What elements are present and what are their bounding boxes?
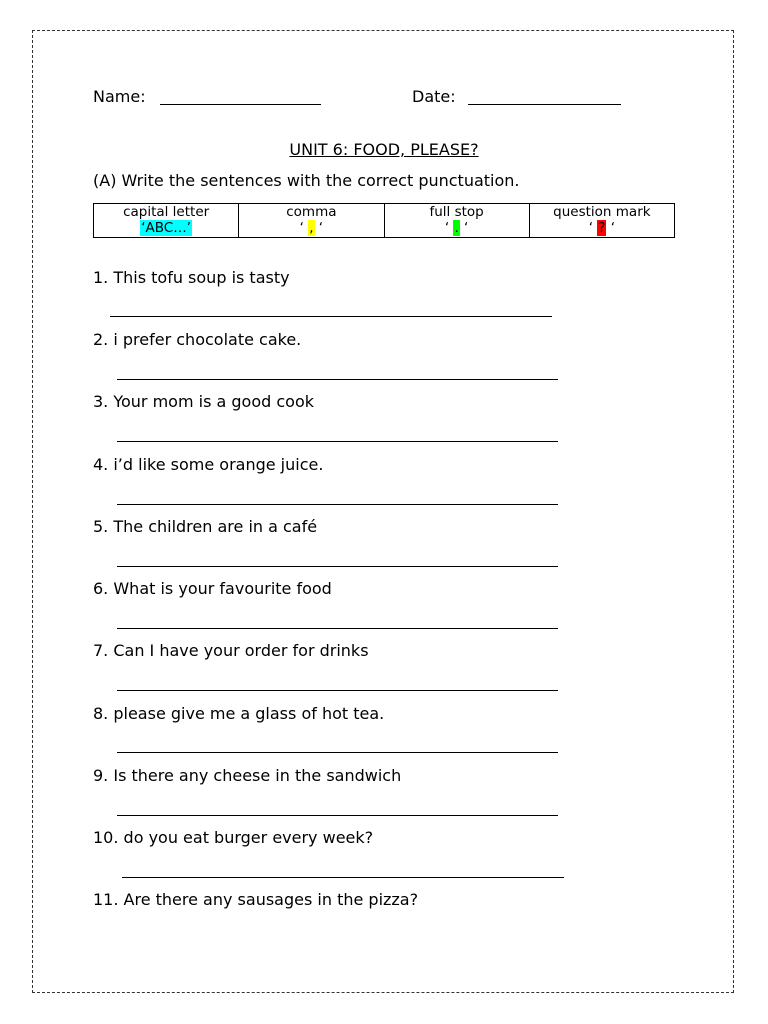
question-8: 8. please give me a glass of hot tea. xyxy=(93,704,385,723)
comma-label: comma xyxy=(286,204,337,220)
answer-line-4[interactable] xyxy=(117,504,558,505)
table-cell-comma xyxy=(239,204,384,238)
answer-line-10[interactable] xyxy=(122,877,564,878)
answer-line-3[interactable] xyxy=(117,441,558,442)
question-6: 6. What is your favourite food xyxy=(93,579,332,598)
full-stop-sample-right: ‘ xyxy=(459,220,469,236)
full-stop-sample-left: ‘ xyxy=(444,220,454,236)
comma-sample-right: ‘ xyxy=(314,220,324,236)
answer-line-6[interactable] xyxy=(117,628,558,629)
answer-line-7[interactable] xyxy=(117,690,558,691)
full-stop-mark: . xyxy=(454,220,459,236)
answer-line-9[interactable] xyxy=(117,815,558,816)
capital-letter-sample: ‘ABC…’ xyxy=(141,220,192,236)
question-mark-label: question mark xyxy=(553,204,651,220)
question-7: 7. Can I have your order for drinks xyxy=(93,641,369,660)
comma-sample-left: ‘ xyxy=(299,220,309,236)
table-cell-full-stop xyxy=(384,204,529,238)
question-10: 10. do you eat burger every week? xyxy=(93,828,374,847)
question-4: 4. i’d like some orange juice. xyxy=(93,455,324,474)
punctuation-table xyxy=(93,203,675,238)
answer-line-2[interactable] xyxy=(117,379,558,380)
date-field-line[interactable] xyxy=(468,104,621,105)
answer-line-5[interactable] xyxy=(117,566,558,567)
name-label: Name: xyxy=(93,87,146,106)
question-2: 2. i prefer chocolate cake. xyxy=(93,330,302,349)
question-mark-sample-right: ‘ xyxy=(606,220,616,236)
question-5: 5. The children are in a café xyxy=(93,517,318,536)
unit-title: UNIT 6: FOOD, PLEASE? xyxy=(289,140,479,159)
capital-letter-label: capital letter xyxy=(123,204,210,220)
answer-line-1[interactable] xyxy=(110,316,552,317)
date-label: Date: xyxy=(412,87,456,106)
full-stop-label: full stop xyxy=(429,204,484,220)
instruction-text: (A) Write the sentences with the correct punctuation. xyxy=(93,171,520,190)
table-cell-question-mark xyxy=(529,204,674,238)
comma-mark: , xyxy=(309,220,314,236)
question-9: 9. Is there any cheese in the sandwich xyxy=(93,766,402,785)
question-mark-mark: ? xyxy=(598,220,606,236)
question-3: 3. Your mom is a good cook xyxy=(93,392,315,411)
question-mark-sample-left: ‘ xyxy=(588,220,598,236)
name-field-line[interactable] xyxy=(160,104,321,105)
answer-line-8[interactable] xyxy=(117,752,558,753)
question-11: 11. Are there any sausages in the pizza? xyxy=(93,890,419,909)
table-cell-capital-letter xyxy=(94,204,239,238)
question-1: 1. This tofu soup is tasty xyxy=(93,268,290,287)
